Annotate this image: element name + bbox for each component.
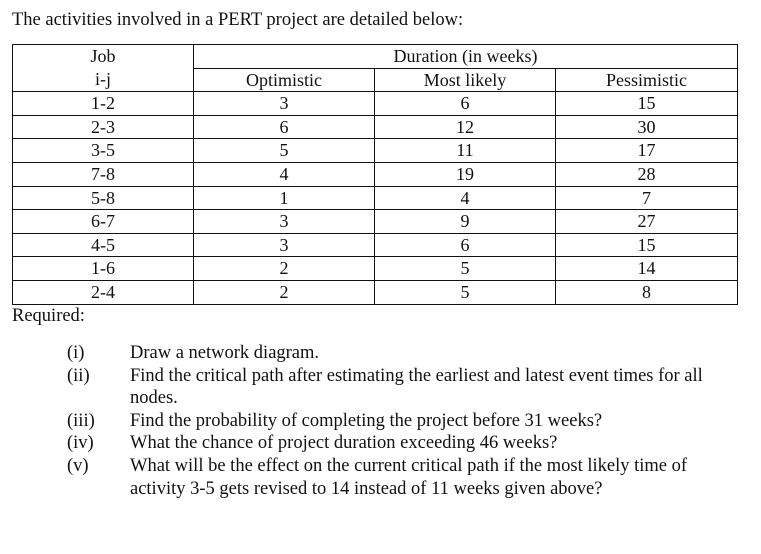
question-text: What will be the effect on the current critical path if the most likely time of activity 3-5 gets revised to 14 instead of 11 weeks given above? — [130, 455, 688, 499]
pessimistic-header: Pessimistic — [556, 68, 738, 92]
table-header-row-2 — [13, 68, 738, 92]
table-row — [13, 280, 738, 304]
most-likely-cell: 6 — [375, 92, 556, 116]
question-number: (iv) — [67, 433, 94, 454]
most-likely-cell: 5 — [375, 257, 556, 281]
table-row — [13, 210, 738, 234]
table-header-row-1 — [13, 45, 738, 69]
question-item — [67, 410, 747, 433]
question-text: Find the critical path after estimating the earliest and latest event times for all nodes. — [130, 365, 703, 409]
job-cell: 7-8 — [13, 162, 194, 186]
optimistic-cell: 3 — [194, 233, 375, 257]
optimistic-cell: 2 — [194, 280, 375, 304]
most-likely-cell: 12 — [375, 115, 556, 139]
pessimistic-cell: 7 — [556, 186, 738, 210]
job-subheader: i-j — [13, 68, 194, 92]
pessimistic-cell: 8 — [556, 280, 738, 304]
question-list — [67, 342, 747, 500]
job-header: Job — [13, 45, 194, 69]
job-cell: 1-2 — [13, 92, 194, 116]
pessimistic-cell: 15 — [556, 233, 738, 257]
table-row — [13, 257, 738, 281]
table-row — [13, 115, 738, 139]
optimistic-header: Optimistic — [194, 68, 375, 92]
question-text: Find the probability of completing the project before 31 weeks? — [130, 410, 603, 431]
optimistic-cell: 6 — [194, 115, 375, 139]
most-likely-cell: 5 — [375, 280, 556, 304]
job-cell: 3-5 — [13, 139, 194, 163]
question-item — [67, 455, 747, 500]
most-likely-cell: 9 — [375, 210, 556, 234]
job-cell: 1-6 — [13, 257, 194, 281]
optimistic-cell: 3 — [194, 210, 375, 234]
intro-text: The activities involved in a PERT project are detailed below: — [12, 10, 464, 30]
pert-activity-table — [12, 44, 738, 305]
pessimistic-cell: 27 — [556, 210, 738, 234]
question-item — [67, 342, 747, 365]
optimistic-cell: 3 — [194, 92, 375, 116]
question-text: Draw a network diagram. — [130, 343, 320, 363]
table-row — [13, 186, 738, 210]
table-row — [13, 162, 738, 186]
question-number: (v) — [67, 455, 89, 476]
optimistic-cell: 1 — [194, 186, 375, 210]
most-likely-cell: 6 — [375, 233, 556, 257]
most-likely-header: Most likely — [375, 68, 556, 92]
duration-header: Duration (in weeks) — [194, 45, 738, 69]
job-cell: 2-4 — [13, 280, 194, 304]
most-likely-cell: 19 — [375, 162, 556, 186]
question-number: (iii) — [67, 410, 95, 431]
question-item — [67, 365, 747, 410]
optimistic-cell: 4 — [194, 162, 375, 186]
question-number: (ii) — [67, 365, 90, 386]
most-likely-cell: 11 — [375, 139, 556, 163]
table-row — [13, 139, 738, 163]
required-label: Required: — [12, 306, 85, 326]
table-row — [13, 92, 738, 116]
optimistic-cell: 5 — [194, 139, 375, 163]
job-cell: 2-3 — [13, 115, 194, 139]
question-number: (i) — [67, 343, 85, 363]
job-cell: 5-8 — [13, 186, 194, 210]
optimistic-cell: 2 — [194, 257, 375, 281]
table-row — [13, 233, 738, 257]
job-cell: 6-7 — [13, 210, 194, 234]
table-body — [13, 45, 738, 305]
pessimistic-cell: 15 — [556, 92, 738, 116]
pessimistic-cell: 30 — [556, 115, 738, 139]
pessimistic-cell: 28 — [556, 162, 738, 186]
job-cell: 4-5 — [13, 233, 194, 257]
pessimistic-cell: 17 — [556, 139, 738, 163]
most-likely-cell: 4 — [375, 186, 556, 210]
question-item — [67, 432, 747, 455]
question-text: What the chance of project duration exceeding 46 weeks? — [130, 433, 558, 454]
pessimistic-cell: 14 — [556, 257, 738, 281]
